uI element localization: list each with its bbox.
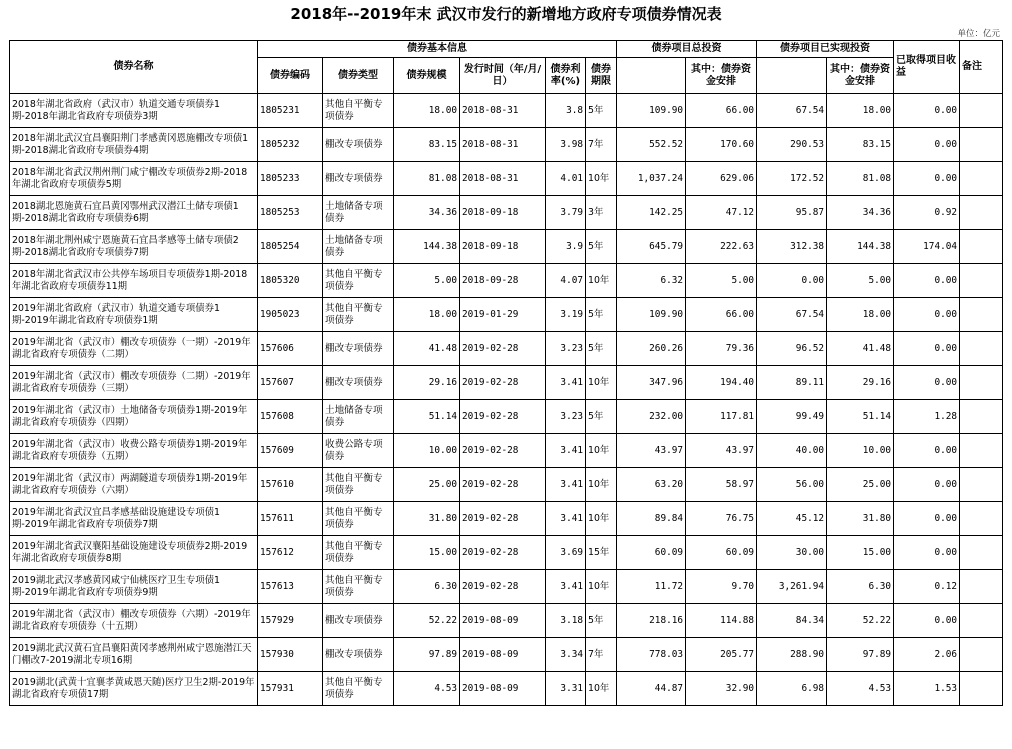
issue-date-cell: 2019-01-29 <box>460 298 546 332</box>
bond-name-cell: 2019年湖北省（武汉市）收费公路专项债券1期-2019年湖北省政府专项债券（五期） <box>10 434 258 468</box>
table-row <box>10 468 1003 502</box>
realized-invest-cell: 288.90 <box>757 638 827 672</box>
bond-scale-cell: 4.53 <box>394 672 460 706</box>
bond-code-cell: 1805232 <box>258 128 323 162</box>
total-invest-sub-cell: 66.00 <box>686 94 757 128</box>
table-row <box>10 366 1003 400</box>
table-row <box>10 264 1003 298</box>
income-cell: 1.28 <box>894 400 960 434</box>
table-row <box>10 196 1003 230</box>
issue-date-cell: 2019-02-28 <box>460 536 546 570</box>
realized-invest-cell: 0.00 <box>757 264 827 298</box>
table-row <box>10 502 1003 536</box>
total-invest-cell: 109.90 <box>617 94 686 128</box>
bond-scale-cell: 29.16 <box>394 366 460 400</box>
bond-type-cell: 棚改专项债券 <box>323 128 394 162</box>
bond-code-cell: 157607 <box>258 366 323 400</box>
page-title: 2018年--2019年末 武汉市发行的新增地方政府专项债券情况表 <box>290 5 722 23</box>
bond-scale-cell: 5.00 <box>394 264 460 298</box>
rate-cell: 3.98 <box>546 128 586 162</box>
income-cell: 0.00 <box>894 332 960 366</box>
bond-type-cell: 其他自平衡专项债券 <box>323 94 394 128</box>
bond-scale-cell: 18.00 <box>394 298 460 332</box>
term-cell: 5年 <box>586 332 617 366</box>
bond-name-cell: 2019年湖北省（武汉市）棚改专项债券（二期）-2019年湖北省政府专项债券（三期） <box>10 366 258 400</box>
income-cell: 0.00 <box>894 536 960 570</box>
issue-date-cell: 2019-02-28 <box>460 468 546 502</box>
bond-scale-cell: 31.80 <box>394 502 460 536</box>
term-cell: 10年 <box>586 672 617 706</box>
rate-cell: 3.18 <box>546 604 586 638</box>
realized-invest-sub-cell: 15.00 <box>827 536 894 570</box>
realized-invest-sub-cell: 18.00 <box>827 298 894 332</box>
header-group-total-invest: 债券项目总投资 <box>617 41 757 58</box>
bond-type-cell: 棚改专项债券 <box>323 332 394 366</box>
bond-code-cell: 1805231 <box>258 94 323 128</box>
income-cell: 0.00 <box>894 298 960 332</box>
total-invest-sub-cell: 114.88 <box>686 604 757 638</box>
total-invest-cell: 109.90 <box>617 298 686 332</box>
term-cell: 10年 <box>586 502 617 536</box>
term-cell: 5年 <box>586 94 617 128</box>
issue-date-cell: 2018-08-31 <box>460 94 546 128</box>
table-row <box>10 162 1003 196</box>
bond-name-cell: 2019年湖北省（武汉市）两湖隧道专项债券1期-2019年湖北省政府专项债券（六期） <box>10 468 258 502</box>
header-realized-invest <box>757 58 827 94</box>
issue-date-cell: 2019-02-28 <box>460 332 546 366</box>
term-cell: 5年 <box>586 230 617 264</box>
remark-cell <box>960 468 1003 502</box>
realized-invest-cell: 290.53 <box>757 128 827 162</box>
issue-date-cell: 2019-02-28 <box>460 570 546 604</box>
term-cell: 7年 <box>586 128 617 162</box>
issue-date-cell: 2018-08-31 <box>460 128 546 162</box>
remark-cell <box>960 162 1003 196</box>
term-cell: 5年 <box>586 298 617 332</box>
issue-date-cell: 2018-09-18 <box>460 196 546 230</box>
bond-name-cell: 2019年湖北省（武汉市）棚改专项债券（一期）-2019年湖北省政府专项债券（二期） <box>10 332 258 366</box>
bond-name-cell: 2019湖北(武黄十宜襄孝黄咸恩天随)医疗卫生2期-2019年湖北省政府专项债17期 <box>10 672 258 706</box>
total-invest-cell: 778.03 <box>617 638 686 672</box>
header-group-realized-invest: 债券项目已实现投资 <box>757 41 894 58</box>
realized-invest-cell: 3,261.94 <box>757 570 827 604</box>
bond-type-cell: 其他自平衡专项债券 <box>323 570 394 604</box>
total-invest-sub-cell: 205.77 <box>686 638 757 672</box>
income-cell: 174.04 <box>894 230 960 264</box>
bond-scale-cell: 10.00 <box>394 434 460 468</box>
realized-invest-sub-cell: 144.38 <box>827 230 894 264</box>
total-invest-cell: 11.72 <box>617 570 686 604</box>
realized-invest-cell: 40.00 <box>757 434 827 468</box>
rate-cell: 3.8 <box>546 94 586 128</box>
table-row <box>10 94 1003 128</box>
income-cell: 2.06 <box>894 638 960 672</box>
header-income: 已取得项目收益 <box>894 41 960 94</box>
rate-cell: 3.79 <box>546 196 586 230</box>
remark-cell <box>960 672 1003 706</box>
total-invest-cell: 6.32 <box>617 264 686 298</box>
bond-code-cell: 157929 <box>258 604 323 638</box>
term-cell: 7年 <box>586 638 617 672</box>
bond-type-cell: 其他自平衡专项债券 <box>323 468 394 502</box>
bond-code-cell: 157930 <box>258 638 323 672</box>
income-cell: 0.00 <box>894 604 960 638</box>
total-invest-cell: 260.26 <box>617 332 686 366</box>
realized-invest-cell: 95.87 <box>757 196 827 230</box>
realized-invest-sub-cell: 34.36 <box>827 196 894 230</box>
income-cell: 0.00 <box>894 502 960 536</box>
table-row <box>10 604 1003 638</box>
remark-cell <box>960 196 1003 230</box>
issue-date-cell: 2019-02-28 <box>460 502 546 536</box>
total-invest-sub-cell: 58.97 <box>686 468 757 502</box>
header-term: 债券期限 <box>586 58 617 94</box>
issue-date-cell: 2018-09-18 <box>460 230 546 264</box>
bond-scale-cell: 15.00 <box>394 536 460 570</box>
bond-table <box>9 40 1003 706</box>
realized-invest-cell: 30.00 <box>757 536 827 570</box>
issue-date-cell: 2019-08-09 <box>460 672 546 706</box>
header-rate: 债券利率(%) <box>546 58 586 94</box>
total-invest-sub-cell: 79.36 <box>686 332 757 366</box>
bond-name-cell: 2018年湖北省武汉市公共停车场项目专项债券1期-2018年湖北省政府专项债券11期 <box>10 264 258 298</box>
realized-invest-sub-cell: 97.89 <box>827 638 894 672</box>
realized-invest-sub-cell: 41.48 <box>827 332 894 366</box>
realized-invest-cell: 45.12 <box>757 502 827 536</box>
rate-cell: 4.01 <box>546 162 586 196</box>
realized-invest-cell: 99.49 <box>757 400 827 434</box>
term-cell: 10年 <box>586 570 617 604</box>
issue-date-cell: 2019-02-28 <box>460 400 546 434</box>
bond-code-cell: 1805253 <box>258 196 323 230</box>
remark-cell <box>960 298 1003 332</box>
rate-cell: 3.19 <box>546 298 586 332</box>
realized-invest-sub-cell: 25.00 <box>827 468 894 502</box>
total-invest-sub-cell: 194.40 <box>686 366 757 400</box>
table-row <box>10 638 1003 672</box>
header-group-basic: 债券基本信息 <box>258 41 617 58</box>
bond-code-cell: 157608 <box>258 400 323 434</box>
issue-date-cell: 2018-09-28 <box>460 264 546 298</box>
remark-cell <box>960 400 1003 434</box>
bond-scale-cell: 51.14 <box>394 400 460 434</box>
bond-name-cell: 2018年湖北省武汉荆州荆门咸宁棚改专项债券2期-2018年湖北省政府专项债券5期 <box>10 162 258 196</box>
remark-cell <box>960 94 1003 128</box>
rate-cell: 3.23 <box>546 400 586 434</box>
table-row <box>10 434 1003 468</box>
bond-type-cell: 棚改专项债券 <box>323 366 394 400</box>
total-invest-cell: 347.96 <box>617 366 686 400</box>
remark-cell <box>960 638 1003 672</box>
realized-invest-sub-cell: 5.00 <box>827 264 894 298</box>
realized-invest-sub-cell: 18.00 <box>827 94 894 128</box>
total-invest-sub-cell: 43.97 <box>686 434 757 468</box>
bond-code-cell: 157606 <box>258 332 323 366</box>
bond-code-cell: 1805233 <box>258 162 323 196</box>
realized-invest-sub-cell: 6.30 <box>827 570 894 604</box>
realized-invest-sub-cell: 4.53 <box>827 672 894 706</box>
bond-name-cell: 2019年湖北省武汉襄阳基础设施建设专项债券2期-2019年湖北省政府专项债券8期 <box>10 536 258 570</box>
remark-cell <box>960 502 1003 536</box>
term-cell: 10年 <box>586 264 617 298</box>
header-type: 债券类型 <box>323 58 394 94</box>
rate-cell: 4.07 <box>546 264 586 298</box>
total-invest-sub-cell: 32.90 <box>686 672 757 706</box>
rate-cell: 3.34 <box>546 638 586 672</box>
remark-cell <box>960 128 1003 162</box>
remark-cell <box>960 230 1003 264</box>
income-cell: 0.00 <box>894 434 960 468</box>
table-body <box>10 94 1003 706</box>
table-row <box>10 332 1003 366</box>
term-cell: 5年 <box>586 400 617 434</box>
header-issue-date: 发行时间（年/月/日） <box>460 58 546 94</box>
total-invest-sub-cell: 9.70 <box>686 570 757 604</box>
remark-cell <box>960 366 1003 400</box>
term-cell: 15年 <box>586 536 617 570</box>
bond-name-cell: 2019年湖北省（武汉市）棚改专项债券（六期）-2019年湖北省政府专项债券（十五期） <box>10 604 258 638</box>
realized-invest-cell: 6.98 <box>757 672 827 706</box>
bond-name-cell: 2019年湖北省（武汉市）土地储备专项债券1期-2019年湖北省政府专项债券（四期） <box>10 400 258 434</box>
total-invest-sub-cell: 60.09 <box>686 536 757 570</box>
bond-type-cell: 其他自平衡专项债券 <box>323 298 394 332</box>
realized-invest-sub-cell: 83.15 <box>827 128 894 162</box>
income-cell: 0.00 <box>894 366 960 400</box>
rate-cell: 3.69 <box>546 536 586 570</box>
bond-type-cell: 棚改专项债券 <box>323 604 394 638</box>
table-row <box>10 536 1003 570</box>
bond-scale-cell: 52.22 <box>394 604 460 638</box>
bond-type-cell: 土地储备专项债券 <box>323 196 394 230</box>
bond-code-cell: 157931 <box>258 672 323 706</box>
table-row <box>10 230 1003 264</box>
bond-type-cell: 其他自平衡专项债券 <box>323 672 394 706</box>
issue-date-cell: 2019-02-28 <box>460 434 546 468</box>
bond-scale-cell: 18.00 <box>394 94 460 128</box>
bond-scale-cell: 25.00 <box>394 468 460 502</box>
bond-code-cell: 157613 <box>258 570 323 604</box>
bond-type-cell: 土地储备专项债券 <box>323 230 394 264</box>
bond-name-cell: 2019年湖北省武汉宜昌孝感基础设施建设专项债1期-2019年湖北省政府专项债券7期 <box>10 502 258 536</box>
term-cell: 10年 <box>586 434 617 468</box>
bond-type-cell: 棚改专项债券 <box>323 162 394 196</box>
realized-invest-cell: 172.52 <box>757 162 827 196</box>
header-total-invest-sub: 其中：债券资金安排 <box>686 58 757 94</box>
total-invest-cell: 44.87 <box>617 672 686 706</box>
bond-name-cell: 2018年湖北省政府（武汉市）轨道交通专项债券1期-2018年湖北省政府专项债券3期 <box>10 94 258 128</box>
income-cell: 0.00 <box>894 128 960 162</box>
bond-name-cell: 2018年湖北荆州咸宁恩施黄石宜昌孝感等土储专项债2期-2018湖北省政府专项债券7期 <box>10 230 258 264</box>
rate-cell: 3.31 <box>546 672 586 706</box>
realized-invest-sub-cell: 10.00 <box>827 434 894 468</box>
total-invest-cell: 89.84 <box>617 502 686 536</box>
term-cell: 10年 <box>586 468 617 502</box>
total-invest-sub-cell: 629.06 <box>686 162 757 196</box>
bond-code-cell: 157611 <box>258 502 323 536</box>
header-scale: 债券规模 <box>394 58 460 94</box>
bond-code-cell: 157609 <box>258 434 323 468</box>
header-name: 债券名称 <box>10 41 258 94</box>
term-cell: 10年 <box>586 366 617 400</box>
total-invest-cell: 43.97 <box>617 434 686 468</box>
total-invest-cell: 1,037.24 <box>617 162 686 196</box>
bond-scale-cell: 41.48 <box>394 332 460 366</box>
total-invest-sub-cell: 5.00 <box>686 264 757 298</box>
remark-cell <box>960 570 1003 604</box>
issue-date-cell: 2019-08-09 <box>460 638 546 672</box>
bond-code-cell: 1805320 <box>258 264 323 298</box>
total-invest-cell: 63.20 <box>617 468 686 502</box>
table-row <box>10 570 1003 604</box>
rate-cell: 3.41 <box>546 366 586 400</box>
total-invest-cell: 218.16 <box>617 604 686 638</box>
term-cell: 10年 <box>586 162 617 196</box>
remark-cell <box>960 536 1003 570</box>
income-cell: 1.53 <box>894 672 960 706</box>
rate-cell: 3.41 <box>546 434 586 468</box>
bond-scale-cell: 97.89 <box>394 638 460 672</box>
bond-type-cell: 其他自平衡专项债券 <box>323 502 394 536</box>
issue-date-cell: 2019-02-28 <box>460 366 546 400</box>
income-cell: 0.00 <box>894 162 960 196</box>
realized-invest-cell: 312.38 <box>757 230 827 264</box>
bond-type-cell: 其他自平衡专项债券 <box>323 264 394 298</box>
total-invest-sub-cell: 76.75 <box>686 502 757 536</box>
bond-code-cell: 157610 <box>258 468 323 502</box>
bond-type-cell: 收费公路专项债券 <box>323 434 394 468</box>
header-remark: 备注 <box>960 41 1003 94</box>
realized-invest-cell: 67.54 <box>757 94 827 128</box>
total-invest-sub-cell: 222.63 <box>686 230 757 264</box>
total-invest-sub-cell: 117.81 <box>686 400 757 434</box>
income-cell: 0.00 <box>894 264 960 298</box>
total-invest-cell: 232.00 <box>617 400 686 434</box>
total-invest-sub-cell: 170.60 <box>686 128 757 162</box>
bond-name-cell: 2019年湖北省政府（武汉市）轨道交通专项债券1期-2019年湖北省政府专项债券1期 <box>10 298 258 332</box>
total-invest-cell: 142.25 <box>617 196 686 230</box>
remark-cell <box>960 332 1003 366</box>
table-row <box>10 128 1003 162</box>
bond-name-cell: 2019湖北武汉黄石宜昌襄阳黄冈孝感荆州咸宁恩施潜江天门棚改7-2019湖北专项16期 <box>10 638 258 672</box>
rate-cell: 3.23 <box>546 332 586 366</box>
unit-label: 单位：亿元 <box>957 29 1000 39</box>
income-cell: 0.12 <box>894 570 960 604</box>
issue-date-cell: 2019-08-09 <box>460 604 546 638</box>
rate-cell: 3.9 <box>546 230 586 264</box>
income-cell: 0.00 <box>894 468 960 502</box>
header-total-invest <box>617 58 686 94</box>
bond-scale-cell: 34.36 <box>394 196 460 230</box>
realized-invest-cell: 56.00 <box>757 468 827 502</box>
term-cell: 5年 <box>586 604 617 638</box>
term-cell: 3年 <box>586 196 617 230</box>
bond-scale-cell: 81.08 <box>394 162 460 196</box>
total-invest-sub-cell: 66.00 <box>686 298 757 332</box>
remark-cell <box>960 604 1003 638</box>
realized-invest-sub-cell: 29.16 <box>827 366 894 400</box>
bond-name-cell: 2018湖北恩施黄石宜昌黄冈鄂州武汉潜江土储专项债1期-2018湖北省政府专项债券6期 <box>10 196 258 230</box>
bond-type-cell: 其他自平衡专项债券 <box>323 536 394 570</box>
bond-type-cell: 土地储备专项债券 <box>323 400 394 434</box>
bond-name-cell: 2019湖北武汉孝感黄冈咸宁仙桃医疗卫生专项债1期-2019年湖北省政府专项债券9期 <box>10 570 258 604</box>
header-realized-invest-sub: 其中：债券资金安排 <box>827 58 894 94</box>
bond-code-cell: 1805254 <box>258 230 323 264</box>
bond-code-cell: 1905023 <box>258 298 323 332</box>
income-cell: 0.92 <box>894 196 960 230</box>
realized-invest-sub-cell: 52.22 <box>827 604 894 638</box>
bond-scale-cell: 83.15 <box>394 128 460 162</box>
table-row <box>10 400 1003 434</box>
bond-code-cell: 157612 <box>258 536 323 570</box>
total-invest-cell: 552.52 <box>617 128 686 162</box>
issue-date-cell: 2018-08-31 <box>460 162 546 196</box>
realized-invest-cell: 96.52 <box>757 332 827 366</box>
realized-invest-sub-cell: 31.80 <box>827 502 894 536</box>
table-row <box>10 672 1003 706</box>
table-row <box>10 298 1003 332</box>
income-cell: 0.00 <box>894 94 960 128</box>
bond-name-cell: 2018年湖北武汉宜昌襄阳荆门孝感黄冈恩施棚改专项债1期-2018湖北省政府专项债券4期 <box>10 128 258 162</box>
realized-invest-sub-cell: 81.08 <box>827 162 894 196</box>
realized-invest-cell: 84.34 <box>757 604 827 638</box>
total-invest-cell: 645.79 <box>617 230 686 264</box>
realized-invest-cell: 67.54 <box>757 298 827 332</box>
realized-invest-cell: 89.11 <box>757 366 827 400</box>
total-invest-cell: 60.09 <box>617 536 686 570</box>
rate-cell: 3.41 <box>546 570 586 604</box>
bond-type-cell: 棚改专项债券 <box>323 638 394 672</box>
header-code: 债券编码 <box>258 58 323 94</box>
bond-scale-cell: 144.38 <box>394 230 460 264</box>
total-invest-sub-cell: 47.12 <box>686 196 757 230</box>
remark-cell <box>960 264 1003 298</box>
rate-cell: 3.41 <box>546 502 586 536</box>
remark-cell <box>960 434 1003 468</box>
rate-cell: 3.41 <box>546 468 586 502</box>
bond-scale-cell: 6.30 <box>394 570 460 604</box>
realized-invest-sub-cell: 51.14 <box>827 400 894 434</box>
